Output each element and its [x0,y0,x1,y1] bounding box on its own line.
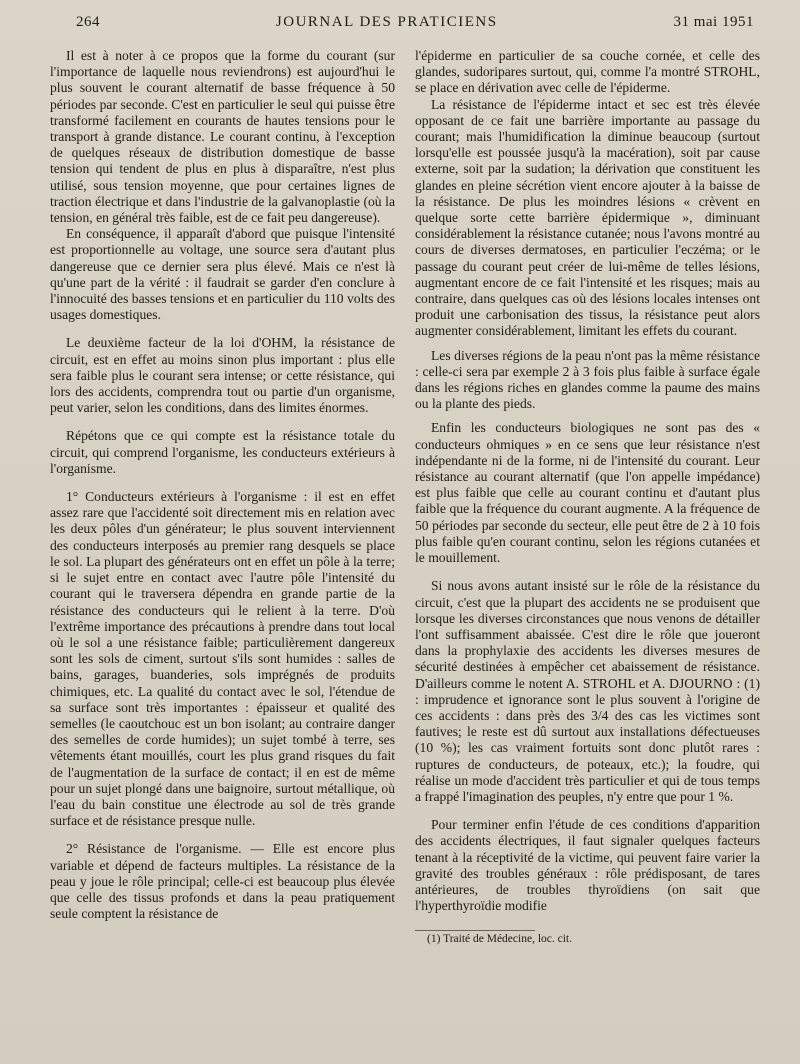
paragraph: Le deuxième facteur de la loi d'OHM, la résistance de circuit, est en effet au moins sinon plus important : plus elle sera faible plus le courant sera intense; or cette résistance, qui lors des accidents, comprendra tout ou partie d'un organisme, peut varier, selon les conditions, dans des limites énormes. [50,335,395,416]
right-column [415,48,760,948]
footnote: (1) Traité de Médecine, loc. cit. [427,933,572,946]
article-body [50,48,760,948]
journal-title: JOURNAL DES PRATICIENS [275,14,498,30]
paragraph: Il est à noter à ce propos que la forme du courant (sur l'importance de laquelle nous reviendrons) est aujourd'hui le plus souvent le courant alternatif de basse fréquence à 50 périodes par seconde. C'est en particulier le seul qui puisse être transformé facilement en courants de hautes tensions pour le transport à grande distance. Le courant continu, à l'exception de quelques réseaux de distribution domestique de basse tension qui tendent de plus en plus à disparaître, n'est plus utilisé, sous tension moyenne, que pour certaines lignes de traction électrique et dans l'industrie de la galvanoplastie (où la tension, en général très faible, est de ce fait peu dangereuse). [50,48,395,226]
paragraph: Enfin les conducteurs biologiques ne sont pas des « conducteurs ohmiques » en ce sens que leur résistance n'est indépendante ni de la forme, ni de l'intensité du courant. Leur résistance au courant alternatif (que l'on appelle impédance) est plus faible que celle au courant continu et d'autant plus faible que la fréquence du courant augmente. A la fréquence de 50 périodes par seconde du secteur, elle peut être de 2 à 10 fois plus faible qu'en courant continu, selon les régions cutanées et le mouillement. [415,420,760,566]
page-number: 264 [76,14,100,30]
issue-date: 31 mai 1951 [673,14,754,30]
paragraph: La résistance de l'épiderme intact et sec est très élevée opposant de ce fait une barrière importante au passage du courant; mais l'humidification la diminue beaucoup (surtout lorsqu'elle est poussée jusqu'à la macération), soit par cause externe, soit par la sudation; la dérivation que constituent les glandes en pleine sécrétion vient encore ajouter à la baisse de la résistance. De plus les moindres lésions « crèvent en quelque sorte cette barrière épidermique », diminuant considérablement la résistance cutanée; nous l'avons montré au cours de diverses dermatoses, en particulier l'eczéma; or le passage du courant peut créer de lui-même de telles lésions, augmentant encore de ce fait l'intensité et les risques; mais au contraire, dans quelques cas où des lésions locales intenses ont produit une carbonisation des tissus, la résistance peut alors augmenter considérablement, limitant les effets du courant. [415,96,760,339]
paragraph: Les diverses régions de la peau n'ont pas la même résistance : celle-ci sera par exemple 2 à 3 fois plus faible à surface égale dans les régions riches en glandes comme la paume des mains ou la plante des pieds. [415,347,760,412]
paragraph: Répétons que ce qui compte est la résistance totale du circuit, qui comprend l'organisme, les conducteurs extérieurs à l'organisme. [50,428,395,476]
paragraph: Si nous avons autant insisté sur le rôle de la résistance du circuit, c'est que la plupart des accidents ne se produisent que lorsque les diverses circonstances que nous venons de détailler l'ont suffisamment abaissée. C'est dire le rôle que joueront dans la prophylaxie des accidents les diverses mesures de sécurité destinées à empêcher cet abaissement de résistance. D'ailleurs comme le notent A. STROHL et A. DJOURNO : (1) : imprudence et ignorance sont le plus souvent à l'origine de ces accidents : dans près des 3/4 des cas les victimes sont fautives; le reste est dû surtout aux installations défectueuses (10 %); les cas vraiment fortuits sont donc plutôt rares : ruptures de conducteurs, de poteaux, etc.); la foudre, qui réalise un mode d'accident très particulier et qui de tous temps a frappé l'imagination des peuples, n'y entre que pour 1 %. [415,578,760,804]
running-header [50,14,760,44]
paragraph: En conséquence, il apparaît d'abord que puisque l'intensité est proportionnelle au voltage, une source sera d'autant plus dangereuse que ce dernier sera plus élevé. Mais ce n'est là qu'une part de la vérité : il faudrait se garder d'en conclure à l'innocuité des basses tensions et en particulier du 110 volts des usages domestiques. [50,226,395,323]
paragraph: Pour terminer enfin l'étude de ces conditions d'apparition des accidents électriques, il faut signaler quelques facteurs tenant à la réceptivité de la victime, qui peuvent faire varier la gravité des troubles généraux : rôle prédisposant, de tares antérieures, de troubles thyroïdiens (on sait que l'hyperthyroïdie modifie [415,817,760,914]
section-organism-resistance: 2° Résistance de l'organisme. — Elle est encore plus variable et dépend de facteurs multiples. La résistance de la peau y joue le rôle principal; celle-ci est beaucoup plus élevée que celle des tissus profonds et dans la peau pratiquement seule comptent la résistance de [50,841,395,922]
left-column [50,48,395,948]
section-external-conductors: 1° Conducteurs extérieurs à l'organisme : il est en effet assez rare que l'accidenté soit directement mis en relation avec les deux pôles d'un générateur; le plus souvent interviennent des conducteurs interposés au premier rang desquels se place le sol. La plupart des générateurs ont en effet un pôle à la terre; si le sujet entre en contact avec l'autre pôle l'intensité du courant qui le traversera dépendra en grande partie de la résistance des conducteurs qui le relient à la terre. D'où l'extrême importance des précautions à prendre dans tout local où le sol a une résistance faible; particulièrement dangereux sont les sols de ciment, surtout s'ils sont humides : salles de bains, garages, buanderies, sols imprégnés de produits chimiques, etc. La qualité du contact avec le sol, l'étendue de sa surface sont très importantes : épaisseur et qualité des semelles (le caoutchouc est un bon isolant; au contraire danger des semelles de corde humides); un sujet tombé à terre, ses vêtements étant mouillés, court les plus grand risques du fait de l'augmentation de la surface de contact; il en est de même pour un sujet plongé dans une baignoire, surtout métallique, où l'eau du bain constitue une électrode au sol de très grande surface et de résistance presque nulle. [50,489,395,829]
paragraph: l'épiderme en particulier de sa couche cornée, et celle des glandes, sudoripares surtout, qui, comme l'a montré STROHL, se place en dérivation avec celle de l'épiderme. [415,48,760,96]
